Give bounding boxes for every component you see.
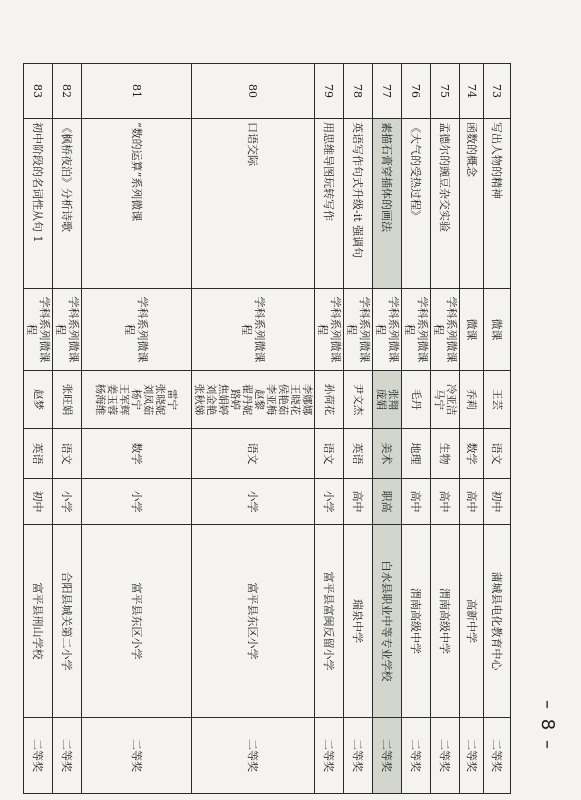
cell-school: 瑞泉中学 bbox=[344, 525, 373, 718]
cell-title: “数的运算”系列微课 bbox=[82, 119, 192, 289]
scanned-page bbox=[25, 63, 511, 793]
cell-title: 孟德尔的豌豆杂交实验 bbox=[431, 119, 460, 289]
cell-type: 学科系列微课程 bbox=[344, 289, 373, 371]
cell-stage: 小学 bbox=[192, 479, 315, 525]
table-row bbox=[344, 64, 373, 794]
author-name: 庞娟 bbox=[375, 389, 387, 410]
cell-award: 二等奖 bbox=[315, 718, 344, 794]
cell-type: 学科系列微课程 bbox=[402, 289, 431, 371]
cell-stage: 高中 bbox=[431, 479, 460, 525]
cell-authors bbox=[82, 371, 192, 429]
cell-authors bbox=[192, 371, 315, 429]
cell-stage: 小学 bbox=[315, 479, 344, 525]
author-name: 乔莉 bbox=[465, 389, 478, 410]
cell-stage: 高中 bbox=[460, 479, 484, 525]
cell-stage: 小学 bbox=[53, 479, 82, 525]
table-row bbox=[192, 64, 315, 794]
table-row bbox=[373, 64, 402, 794]
cell-school: 渭南高级中学 bbox=[402, 525, 431, 718]
cell-title: 写出人物的精神 bbox=[484, 119, 511, 289]
cell-title: 英语写作句式升级-it 强调句 bbox=[344, 119, 373, 289]
rotated-table-container bbox=[25, 63, 511, 793]
cell-type: 微课 bbox=[460, 289, 484, 371]
author-name: 赵梦 bbox=[32, 389, 44, 410]
cell-authors bbox=[484, 371, 511, 429]
cell-subject: 语文 bbox=[192, 429, 315, 479]
cell-school: 富平县富闽反留小学 bbox=[315, 525, 344, 718]
author-name: 张秋娣 bbox=[193, 383, 205, 416]
cell-authors bbox=[315, 371, 344, 429]
author-name: 路婷 bbox=[229, 389, 241, 410]
cell-award: 二等奖 bbox=[460, 718, 484, 794]
cell-subject: 生物 bbox=[431, 429, 460, 479]
author-name: 姜玉蓉 bbox=[106, 383, 119, 416]
cell-title: 素描石膏穿插体的画法 bbox=[373, 119, 402, 289]
cell-school: 蒲城县电化教育中心 bbox=[484, 525, 511, 718]
cell-number: 76 bbox=[402, 64, 431, 119]
cell-number: 83 bbox=[24, 64, 53, 119]
author-name: 翟丹妮 bbox=[241, 383, 253, 416]
cell-award: 二等奖 bbox=[373, 718, 402, 794]
cell-school: 富平县东区小学 bbox=[82, 525, 192, 718]
cell-title: 用思维导图玩转写作 bbox=[315, 119, 344, 289]
cell-subject: 语文 bbox=[315, 429, 344, 479]
cell-number: 81 bbox=[82, 64, 192, 119]
cell-title: 《枫桥夜泊》分析诗歌 bbox=[53, 119, 82, 289]
cell-award: 二等奖 bbox=[192, 718, 315, 794]
cell-school: 高新中学 bbox=[460, 525, 484, 718]
table-row bbox=[431, 64, 460, 794]
author-name: 毛丹 bbox=[410, 389, 422, 410]
table-row bbox=[315, 64, 344, 794]
cell-type: 学科系列微课程 bbox=[192, 289, 315, 371]
author-name: 焦娟婷 bbox=[217, 383, 229, 416]
cell-number: 79 bbox=[315, 64, 344, 119]
author-name: 张旺娟 bbox=[61, 383, 73, 416]
page-number-text: – 8 – bbox=[536, 699, 558, 751]
cell-title: 函数的概念 bbox=[460, 119, 484, 289]
table-row bbox=[402, 64, 431, 794]
cell-award: 二等奖 bbox=[431, 718, 460, 794]
cell-subject: 数学 bbox=[460, 429, 484, 479]
cell-type: 学科系列微课程 bbox=[431, 289, 460, 371]
cell-award: 二等奖 bbox=[484, 718, 511, 794]
page-number bbox=[538, 697, 556, 753]
author-name: 尹文杰 bbox=[352, 383, 364, 416]
cell-type: 学科系列微课程 bbox=[53, 289, 82, 371]
table-row bbox=[460, 64, 484, 794]
cell-subject: 英语 bbox=[24, 429, 53, 479]
table-row bbox=[24, 64, 53, 794]
cell-stage: 高中 bbox=[344, 479, 373, 525]
author-name: 刘金艳 bbox=[205, 383, 217, 416]
table-row bbox=[82, 64, 192, 794]
cell-school: 白水县职业中等专业学校 bbox=[373, 525, 402, 718]
author-name: 杨海维 bbox=[94, 383, 107, 416]
cell-number: 82 bbox=[53, 64, 82, 119]
author-name: 雷宁 bbox=[166, 389, 179, 410]
author-name: 王芸 bbox=[491, 389, 503, 410]
cell-number: 77 bbox=[373, 64, 402, 119]
cell-school: 富平县东区小学 bbox=[192, 525, 315, 718]
author-name: 李亚梅 bbox=[265, 383, 277, 416]
cell-school: 富平县刑山学校 bbox=[24, 525, 53, 718]
cell-authors bbox=[460, 371, 484, 429]
cell-authors bbox=[402, 371, 431, 429]
cell-school: 渭南高级中学 bbox=[431, 525, 460, 718]
cell-stage: 小学 bbox=[82, 479, 192, 525]
author-name: 李娜娜 bbox=[301, 383, 313, 416]
author-name: 张翔 bbox=[387, 389, 399, 410]
cell-subject: 英语 bbox=[344, 429, 373, 479]
cell-number: 73 bbox=[484, 64, 511, 119]
cell-type: 学科系列微课程 bbox=[82, 289, 192, 371]
cell-number: 75 bbox=[431, 64, 460, 119]
cell-award: 二等奖 bbox=[53, 718, 82, 794]
author-name: 冷亚洁 bbox=[445, 383, 457, 416]
cell-award: 二等奖 bbox=[402, 718, 431, 794]
author-name: 张晓妮 bbox=[154, 383, 167, 416]
cell-authors bbox=[24, 371, 53, 429]
cell-subject: 地理 bbox=[402, 429, 431, 479]
cell-authors bbox=[53, 371, 82, 429]
cell-type: 微课 bbox=[484, 289, 511, 371]
cell-stage: 职高 bbox=[373, 479, 402, 525]
author-name: 孙荷花 bbox=[323, 383, 335, 416]
cell-type: 学科系列微课程 bbox=[315, 289, 344, 371]
table-row bbox=[484, 64, 511, 794]
cell-type: 学科系列微课程 bbox=[373, 289, 402, 371]
cell-subject: 语文 bbox=[484, 429, 511, 479]
cell-award: 二等奖 bbox=[24, 718, 53, 794]
cell-stage: 初中 bbox=[484, 479, 511, 525]
author-name: 赵黎 bbox=[253, 389, 265, 410]
cell-number: 78 bbox=[344, 64, 373, 119]
author-name: 杨宁 bbox=[130, 389, 143, 410]
cell-title: 口语交际 bbox=[192, 119, 315, 289]
author-name: 王军辉 bbox=[118, 383, 131, 416]
cell-award: 二等奖 bbox=[344, 718, 373, 794]
cell-school: 合阳县城关第二小学 bbox=[53, 525, 82, 718]
cell-subject: 数学 bbox=[82, 429, 192, 479]
author-name: 马宁 bbox=[433, 389, 445, 410]
cell-stage: 初中 bbox=[24, 479, 53, 525]
cell-type: 学科系列微课程 bbox=[24, 289, 53, 371]
cell-number: 74 bbox=[460, 64, 484, 119]
cell-authors bbox=[431, 371, 460, 429]
cell-authors bbox=[373, 371, 402, 429]
author-name: 王晓花 bbox=[289, 383, 301, 416]
author-name: 刘凤茹 bbox=[142, 383, 155, 416]
awards-table bbox=[23, 63, 511, 794]
cell-authors bbox=[344, 371, 373, 429]
table-row bbox=[53, 64, 82, 794]
cell-subject: 语文 bbox=[53, 429, 82, 479]
cell-title: 《大气的受热过程》 bbox=[402, 119, 431, 289]
cell-subject: 美术 bbox=[373, 429, 402, 479]
cell-stage: 高中 bbox=[402, 479, 431, 525]
cell-number: 80 bbox=[192, 64, 315, 119]
cell-award: 二等奖 bbox=[82, 718, 192, 794]
cell-title: 初中阶段的名词性从句 1 bbox=[24, 119, 53, 289]
author-name: 侯艳茹 bbox=[277, 383, 289, 416]
